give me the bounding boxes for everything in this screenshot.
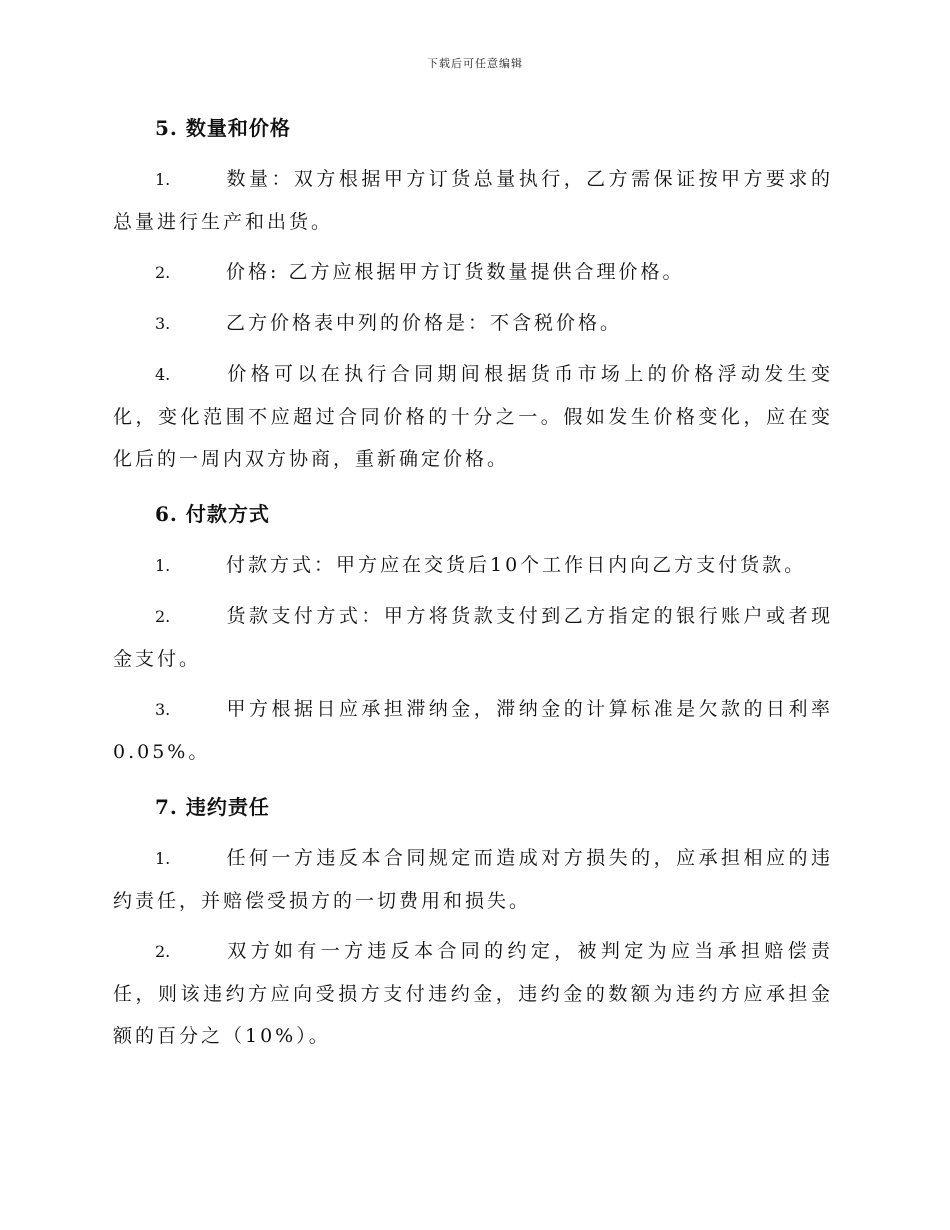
clause-text: 价格可以在执行合同期间根据货币市场上的价格浮动发生变化，变化范围不应超过合同价格的十分之一。假如发生价格变化，应在变化后的一周内双方协商，重新确定价格。 [113,363,833,470]
clause-number: 3. [155,700,171,719]
clause-6-2 [113,591,833,684]
clause-7-2 [113,926,833,1061]
clause-6-1 [113,540,833,591]
clause-number: 2. [155,607,171,626]
clause-5-3 [113,298,833,349]
clause-text: 价格: 乙方应根据甲方订货数量提供合理价格。 [226,261,685,283]
clause-number: 2. [155,263,171,282]
clause-text: 货款支付方式：甲方将货款支付到乙方指定的银行账户或者现金支付。 [113,605,833,670]
section-title-liability: 7. 违约责任 [155,795,270,819]
clause-text: 数量：双方根据甲方订货总量执行，乙方需保证按甲方要求的总量进行生产和出货。 [113,168,833,233]
clause-number: 1. [155,849,171,868]
header-note: 下载后可任意编辑 [427,57,523,70]
clause-5-4 [113,349,833,484]
clause-text: 甲方根据日应承担滞纳金，滞纳金的计算标准是欠款的日利率0.05%。 [113,698,833,763]
clause-7-1 [113,833,833,926]
clause-number: 3. [155,314,171,333]
clause-text: 双方如有一方违反本合同的约定，被判定为应当承担赔偿责任，则该违约方应向受损方支付违约金，违约金的数额为违约方应承担金额的百分之（10%）。 [113,940,833,1047]
clause-number: 1. [155,556,171,575]
clause-6-3 [113,684,833,777]
clause-5-2 [113,247,833,298]
clause-number: 1. [155,170,171,189]
clause-text: 付款方式：甲方应在交货后10个工作日内向乙方支付货款。 [226,554,807,576]
clause-number: 2. [155,942,171,961]
clause-text: 任何一方违反本合同规定而造成对方损失的，应承担相应的违约责任，并赔偿受损方的一切费用和损失。 [113,847,833,912]
clause-text: 乙方价格表中列的价格是：不含税价格。 [226,312,623,334]
section-title-payment: 6. 付款方式 [155,502,270,526]
section-title-quantity-price: 5. 数量和价格 [155,116,291,140]
clause-5-1 [113,154,833,247]
document-content [113,108,833,1061]
clause-number: 4. [155,365,171,384]
